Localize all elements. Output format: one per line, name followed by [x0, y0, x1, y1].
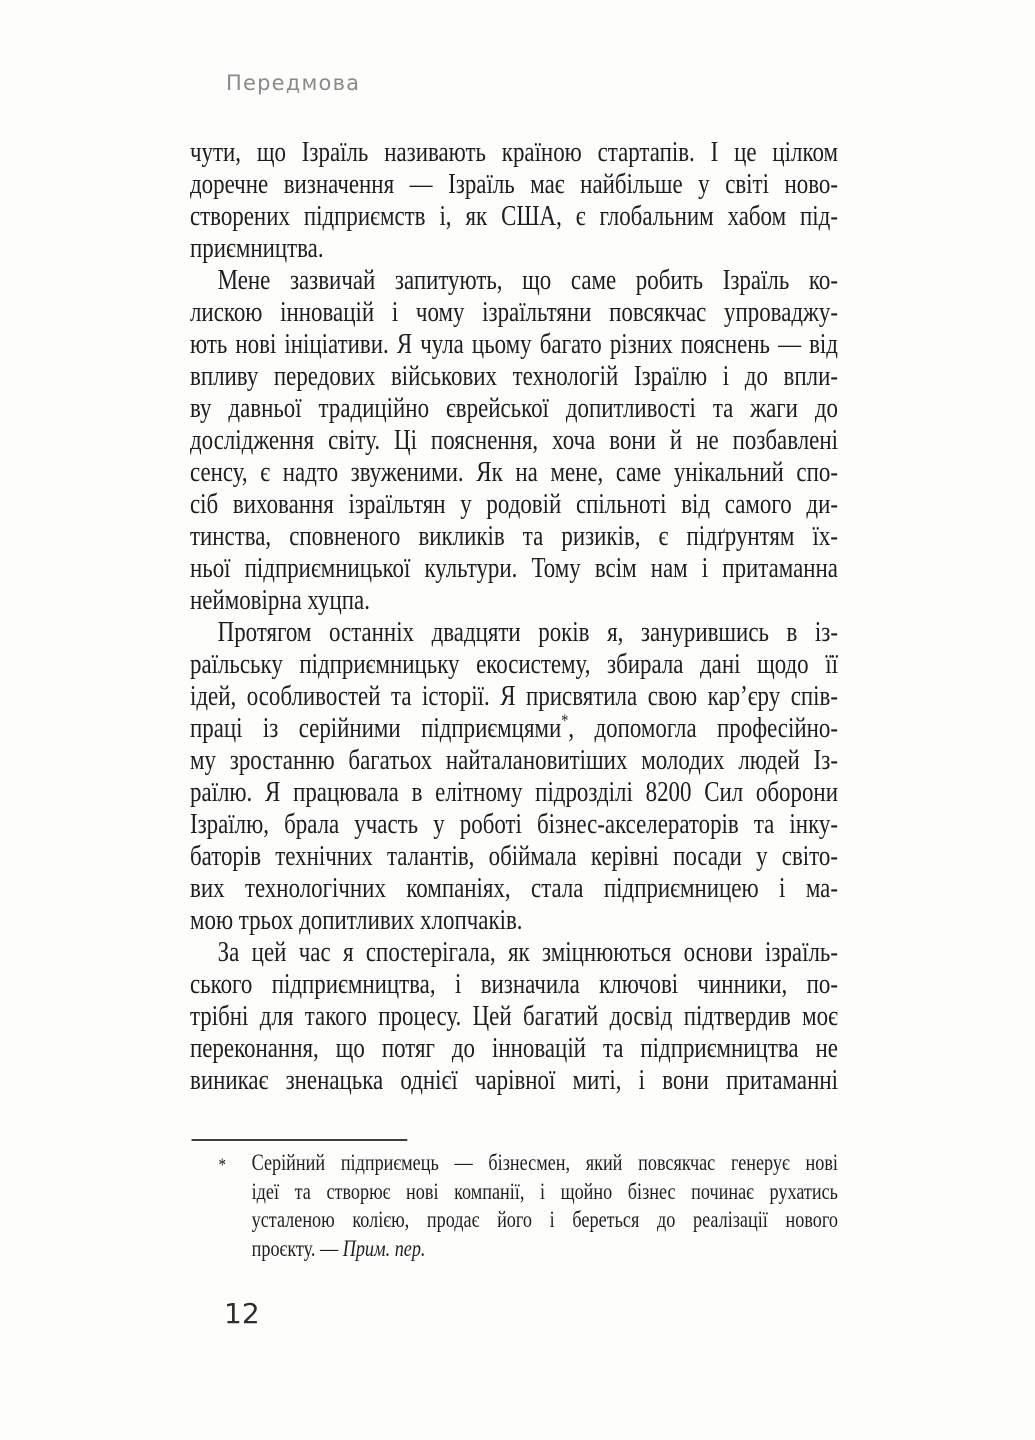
text-line: мою трьох допитливих хлопчаків. [190, 904, 523, 936]
footnote-text [252, 1149, 838, 1235]
text-line: приємництва. [190, 232, 324, 264]
footnote-last-line [252, 1235, 838, 1264]
text-line: праці із серійними підприємцями*, допомогла професійно- [190, 712, 838, 744]
text-line: вих технологічних компаніях, стала підприємницею і ма- [190, 872, 838, 904]
text-line: баторів технічних талантів, обіймала керівні посади у світо- [190, 840, 838, 872]
text-line: сенсу, є надто звуженими. Як на мене, саме унікальний спо- [190, 456, 838, 488]
text-line: створених підприємств і, як США, є глобальним хабом під- [190, 200, 838, 232]
paragraph-4 [190, 936, 838, 1096]
page-number: 12 [224, 1297, 260, 1330]
text-block [190, 136, 838, 1263]
footnote-marker: * [218, 1155, 226, 1176]
paragraph-1 [190, 136, 838, 264]
text-line: Серійний підприємець — бізнесмен, який повсякчас генерує нові [251, 1150, 838, 1175]
text-line: раїлю. Я працювала в елітному підрозділі 8200 Сил оборони [190, 776, 838, 808]
running-header: Передмова [226, 71, 361, 95]
text-line: трібні для такого процесу. Цей багатий досвід підтвердив моє [190, 1000, 838, 1032]
footnote [190, 1139, 838, 1263]
footnote-last-line-regular: проєкту. — [251, 1235, 343, 1261]
text-line: Мене зазвичай запитують, що саме робить Ізраїль ко- [217, 264, 838, 296]
text-line: Протягом останніх двадцяти років я, занурившись в із- [217, 616, 838, 648]
paragraph-2 [190, 264, 838, 616]
footnote-last-line-italic: Прим. пер. [342, 1235, 426, 1261]
text-line: виникає зненацька однієї чарівної миті, і вони притаманні [190, 1064, 838, 1096]
footnote-reference-marker: * [561, 712, 569, 731]
footnote-rule [192, 1139, 408, 1141]
text-line: ідей, особливостей та історії. Я присвятила свою кар’єру спів- [190, 680, 838, 712]
text-line: ньої підприємницької культури. Тому всім нам і притаманна [190, 552, 838, 584]
text-line: ського підприємництва, і визначила ключові чинники, по- [190, 968, 838, 1000]
footnote-body [218, 1149, 838, 1263]
text-line: раїльську підприємницьку екосистему, збирала дані щодо її [190, 648, 838, 680]
text-line: впливу передових військових технологій Ізраїлю і до впли- [190, 360, 838, 392]
text-line: переконання, що потяг до інновацій та підприємництва не [190, 1032, 838, 1064]
text-line: тинства, сповненого викликів та ризиків, є підґрунтям їх- [190, 520, 838, 552]
text-line: ідеї та створює нові компанії, і щойно бізнес починає рухатись [251, 1178, 838, 1204]
paragraph-3 [190, 616, 838, 936]
text-line: усталеною колією, продає його і береться до реалізації нового [251, 1207, 838, 1232]
text-line: дослідження світу. Ці пояснення, хоча вони й не позбавлені [190, 424, 838, 456]
text-line: доречне визначення — Ізраїль має найбільше у світі ново- [190, 168, 838, 200]
text-line: неймовірна хуцпа. [190, 584, 370, 616]
text-line: чути, що Ізраїль називають країною стартапів. І це цілком [190, 136, 838, 168]
body-text [190, 136, 838, 1096]
text-line: ють нові ініціативи. Я чула цьому багато різних пояснень — від [190, 328, 838, 360]
text-line: му зростанню багатьох найталановитіших молодих людей Із- [190, 744, 838, 776]
text-line: ву давньої традиційно єврейської допитливості та жаги до [190, 392, 838, 424]
text-line: сіб виховання ізраїльтян у родовій спільноті від самого ди- [190, 488, 838, 520]
text-line: Ізраїлю, брала участь у роботі бізнес-акселераторів та інку- [190, 808, 838, 840]
text-line: лискою інновацій і чому ізраїльтяни повсякчас упроваджу- [190, 296, 838, 328]
text-line: За цей час я спостерігала, як зміцнюються основи ізраїль- [217, 936, 838, 968]
